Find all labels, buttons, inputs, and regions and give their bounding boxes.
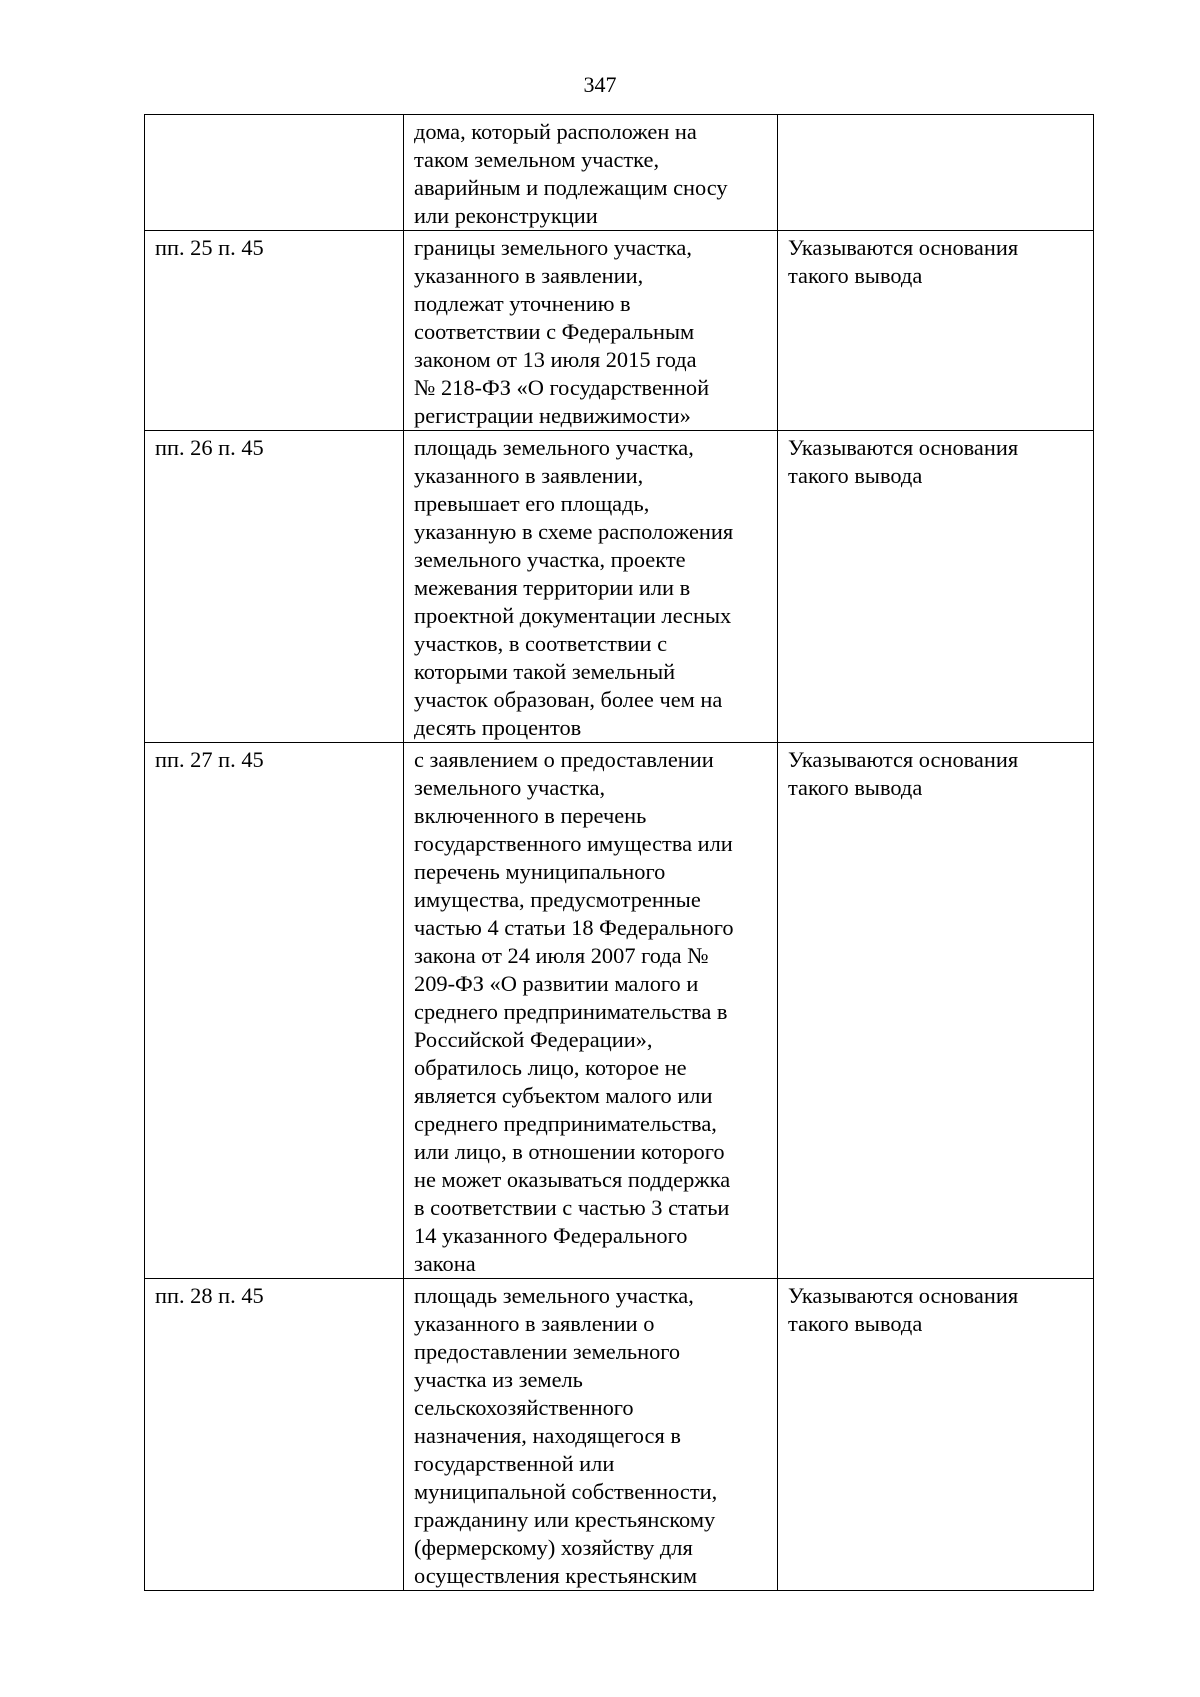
explanation-line: Указываются основания: [788, 1283, 1019, 1308]
explanation-line: Указываются основания: [788, 435, 1019, 460]
ground-description-line: дома, который расположен на: [414, 119, 697, 144]
ground-description-line: государственного имущества или: [414, 831, 733, 856]
clause-reference-cell: [145, 743, 404, 1279]
ground-description-line: границы земельного участка,: [414, 235, 692, 260]
ground-description-line: десять процентов: [414, 715, 582, 740]
clause-reference-cell: [145, 431, 404, 743]
ground-description-line: регистрации недвижимости»: [414, 403, 691, 428]
ground-description-line: которыми такой земельный: [414, 659, 676, 684]
ground-description-line: участка из земель: [414, 1367, 583, 1392]
ground-description-line: превышает его площадь,: [414, 491, 650, 516]
ground-description-line: имущества, предусмотренные: [414, 887, 701, 912]
clause-reference-cell: [145, 231, 404, 431]
ground-description-line: аварийным и подлежащим сносу: [414, 175, 728, 200]
ground-description-line: указанного в заявлении,: [414, 463, 644, 488]
explanation-line: такого вывода: [788, 263, 923, 288]
ground-description-cell: [404, 115, 778, 231]
ground-description-line: указанного в заявлении,: [414, 263, 644, 288]
ground-description-line: сельскохозяйственного: [414, 1395, 634, 1420]
ground-description-line: муниципальной собственности,: [414, 1479, 718, 1504]
explanation-line: Указываются основания: [788, 747, 1019, 772]
table-body: [145, 115, 1094, 1591]
ground-description-line: осуществления крестьянским: [414, 1563, 698, 1588]
ground-description-line: среднего предпринимательства в: [414, 999, 728, 1024]
ground-description-line: № 218-ФЗ «О государственной: [414, 375, 710, 400]
ground-description-line: предоставлении земельного: [414, 1339, 681, 1364]
table-row: [145, 743, 1094, 1279]
ground-description-line: не может оказываться поддержка: [414, 1167, 731, 1192]
ground-description-line: в соответствии с частью 3 статьи: [414, 1195, 730, 1220]
ground-description-line: или реконструкции: [414, 203, 598, 228]
ground-description-line: подлежат уточнению в: [414, 291, 631, 316]
explanation-cell: [778, 431, 1094, 743]
ground-description-line: включенного в перечень: [414, 803, 647, 828]
explanation-cell: [778, 115, 1094, 231]
ground-description-line: соответствии с Федеральным: [414, 319, 695, 344]
table-row: [145, 231, 1094, 431]
clause-reference: пп. 28 п. 45: [155, 1283, 264, 1308]
ground-description-line: участок образован, более чем на: [414, 687, 723, 712]
explanation-line: Указываются основания: [788, 235, 1019, 260]
ground-description-line: с заявлением о предоставлении: [414, 747, 714, 772]
ground-description-line: участков, в соответствии с: [414, 631, 668, 656]
grounds-table: [144, 114, 1094, 1591]
ground-description-line: государственной или: [414, 1451, 615, 1476]
table-row: [145, 1279, 1094, 1591]
ground-description-line: закона от 24 июля 2007 года №: [414, 943, 709, 968]
ground-description-line: проектной документации лесных: [414, 603, 732, 628]
ground-description-cell: [404, 1279, 778, 1591]
ground-description-line: Российской Федерации»,: [414, 1027, 653, 1052]
ground-description-line: или лицо, в отношении которого: [414, 1139, 725, 1164]
table-row: [145, 115, 1094, 231]
clause-reference: пп. 26 п. 45: [155, 435, 264, 460]
explanation-line: такого вывода: [788, 775, 923, 800]
ground-description-line: гражданину или крестьянскому: [414, 1507, 716, 1532]
ground-description-line: земельного участка, проекте: [414, 547, 686, 572]
ground-description-line: (фермерскому) хозяйству для: [414, 1535, 693, 1560]
ground-description-line: 209-ФЗ «О развитии малого и: [414, 971, 699, 996]
ground-description-line: указанного в заявлении о: [414, 1311, 655, 1336]
ground-description-line: назначения, находящегося в: [414, 1423, 681, 1448]
clause-reference: пп. 27 п. 45: [155, 747, 264, 772]
explanation-cell: [778, 743, 1094, 1279]
ground-description-line: обратилось лицо, которое не: [414, 1055, 687, 1080]
ground-description-line: земельного участка,: [414, 775, 606, 800]
ground-description-line: перечень муниципального: [414, 859, 666, 884]
ground-description-line: межевания территории или в: [414, 575, 691, 600]
ground-description-line: площадь земельного участка,: [414, 1283, 694, 1308]
ground-description-line: среднего предпринимательства,: [414, 1111, 717, 1136]
ground-description-line: частью 4 статьи 18 Федерального: [414, 915, 734, 940]
ground-description-cell: [404, 231, 778, 431]
ground-description-line: 14 указанного Федерального: [414, 1223, 688, 1248]
table-row: [145, 431, 1094, 743]
ground-description-line: закона: [414, 1251, 476, 1276]
explanation-line: такого вывода: [788, 1311, 923, 1336]
ground-description-cell: [404, 743, 778, 1279]
ground-description-cell: [404, 431, 778, 743]
explanation-line: такого вывода: [788, 463, 923, 488]
clause-reference-cell: [145, 115, 404, 231]
ground-description-line: площадь земельного участка,: [414, 435, 694, 460]
page-number: 347: [583, 72, 617, 97]
ground-description-line: таком земельном участке,: [414, 147, 660, 172]
ground-description-line: указанную в схеме расположения: [414, 519, 734, 544]
explanation-cell: [778, 1279, 1094, 1591]
clause-reference-cell: [145, 1279, 404, 1591]
ground-description-line: является субъектом малого или: [414, 1083, 713, 1108]
clause-reference: пп. 25 п. 45: [155, 235, 264, 260]
explanation-cell: [778, 231, 1094, 431]
ground-description-line: законом от 13 июля 2015 года: [414, 347, 697, 372]
